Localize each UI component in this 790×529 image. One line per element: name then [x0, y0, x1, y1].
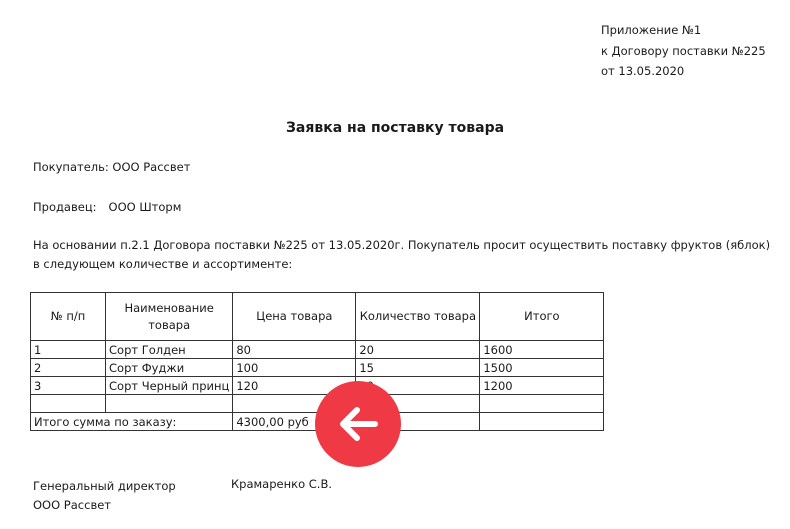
- cell-quantity: 20: [356, 341, 480, 359]
- appendix-header: [601, 20, 766, 82]
- cell-number: [31, 395, 106, 413]
- seller-label: Продавец:: [33, 200, 97, 214]
- table-row: [31, 377, 604, 395]
- header-price: Цена товара: [233, 293, 356, 341]
- cell-product-name: Сорт Черный принц: [106, 377, 233, 395]
- basis-paragraph: [33, 236, 770, 274]
- cell-total: [480, 395, 604, 413]
- arrow-left-icon: [335, 404, 381, 444]
- document-title: Заявка на поставку товара: [285, 120, 505, 136]
- cell-number: 1: [31, 341, 106, 359]
- basis-line-2: в следующем количестве и ассортименте:: [33, 257, 293, 271]
- buyer-line: Покупатель: ООО Рассвет: [33, 160, 191, 174]
- signature-position: [33, 477, 176, 515]
- signature-position-line-1: Генеральный директор: [33, 479, 176, 493]
- header-total: Итого: [480, 293, 604, 341]
- header-product-name: Наименование товара: [106, 293, 233, 341]
- table-row: [31, 359, 604, 377]
- total-value: 4300,00 руб: [233, 413, 356, 431]
- cell-product-name: Сорт Фуджи: [106, 359, 233, 377]
- appendix-line-1: Приложение №1: [601, 23, 702, 37]
- cell-price: 120: [233, 377, 356, 395]
- cell-total: 1500: [480, 359, 604, 377]
- basis-line-1: На основании п.2.1 Договора поставки №225 от 13.05.2020г. Покупатель просит осуществить поставку фруктов (яблок): [33, 238, 771, 252]
- cell-total: 1200: [480, 377, 604, 395]
- cell-product-name: Сорт Голден: [106, 341, 233, 359]
- cell-number: 3: [31, 377, 106, 395]
- cell-product-name: [106, 395, 233, 413]
- appendix-line-2: к Договору поставки №225: [601, 43, 766, 58]
- table-row: [31, 341, 604, 359]
- total-empty-cell: [480, 413, 604, 431]
- cell-total: 1600: [480, 341, 604, 359]
- signature-name: Крамаренко С.В.: [231, 477, 332, 491]
- cell-quantity: 15: [356, 359, 480, 377]
- header-number: № п/п: [31, 293, 106, 341]
- cell-price: 80: [233, 341, 356, 359]
- signature-position-line-2: ООО Рассвет: [33, 498, 111, 512]
- appendix-line-3: от 13.05.2020: [601, 64, 685, 78]
- header-quantity: Количество товара: [356, 293, 480, 341]
- cell-price: 100: [233, 359, 356, 377]
- seller-line: [33, 200, 181, 214]
- cell-number: 2: [31, 359, 106, 377]
- seller-name: ООО Шторм: [108, 200, 182, 214]
- total-label: Итого сумма по заказу:: [31, 413, 233, 431]
- table-header-row: [31, 293, 604, 341]
- back-button[interactable]: [315, 381, 401, 467]
